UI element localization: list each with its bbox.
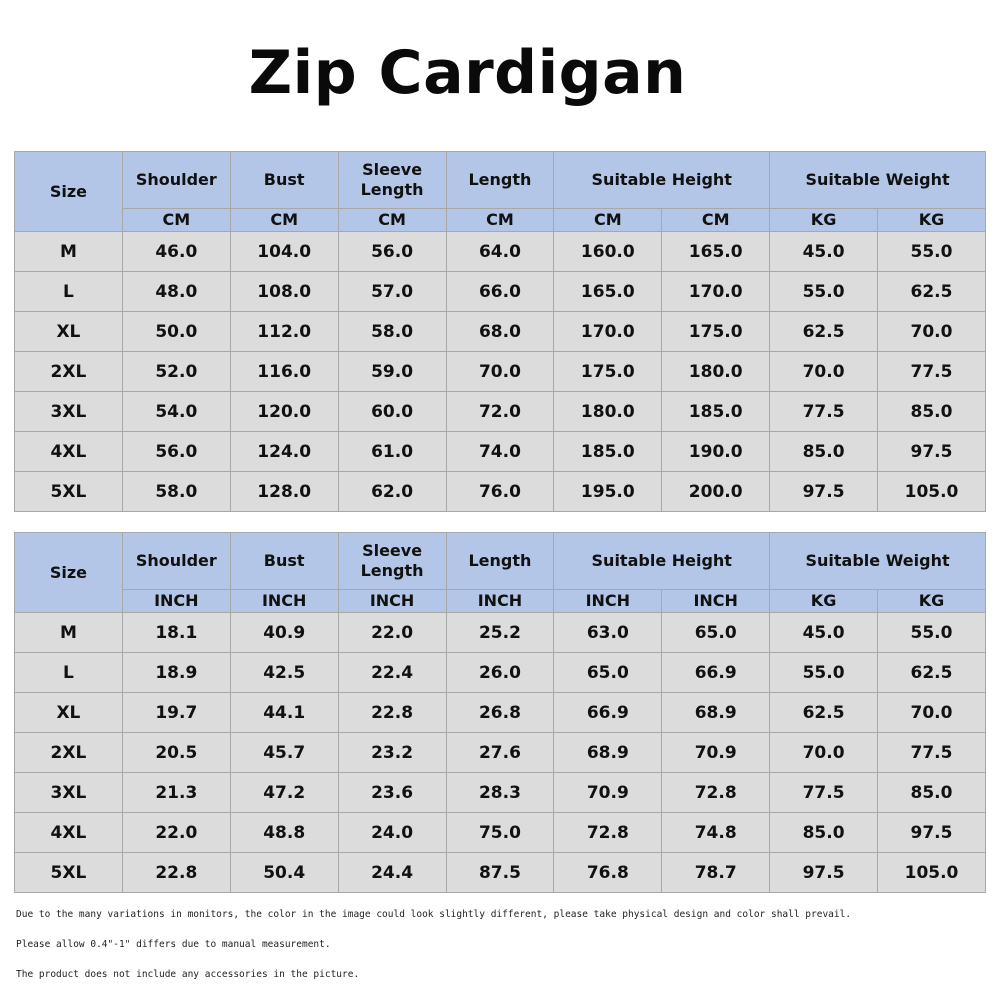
size-cell: 3XL [15, 773, 123, 813]
value-cell: 62.5 [770, 312, 878, 352]
value-cell: 165.0 [554, 272, 662, 312]
value-cell: 62.5 [770, 693, 878, 733]
value-cell: 18.9 [122, 653, 230, 693]
value-cell: 76.8 [554, 853, 662, 893]
size-cell: XL [15, 693, 123, 733]
unit-row [15, 209, 986, 232]
note-accessories: The product does not include any accessories in the picture. [16, 969, 360, 980]
value-cell: 24.4 [338, 853, 446, 893]
table-row [15, 613, 986, 653]
value-cell: 66.9 [554, 693, 662, 733]
value-cell: 74.0 [446, 432, 554, 472]
size-cell: L [15, 653, 123, 693]
col-header-length: Length [446, 152, 554, 209]
value-cell: 195.0 [554, 472, 662, 512]
value-cell: 75.0 [446, 813, 554, 853]
value-cell: 59.0 [338, 352, 446, 392]
value-cell: 25.2 [446, 613, 554, 653]
value-cell: 48.8 [230, 813, 338, 853]
page-title: Zip Cardigan [248, 38, 687, 108]
size-cell: L [15, 272, 123, 312]
value-cell: 77.5 [878, 733, 986, 773]
value-cell: 42.5 [230, 653, 338, 693]
value-cell: 54.0 [122, 392, 230, 432]
unit-cell: KG [878, 209, 986, 232]
value-cell: 18.1 [122, 613, 230, 653]
unit-cell: INCH [446, 590, 554, 613]
unit-cell: CM [338, 209, 446, 232]
value-cell: 19.7 [122, 693, 230, 733]
value-cell: 87.5 [446, 853, 554, 893]
col-header-suitable-height: Suitable Height [554, 152, 770, 209]
value-cell: 62.0 [338, 472, 446, 512]
value-cell: 185.0 [662, 392, 770, 432]
value-cell: 97.5 [878, 432, 986, 472]
value-cell: 97.5 [770, 472, 878, 512]
unit-cell: KG [770, 590, 878, 613]
value-cell: 55.0 [770, 272, 878, 312]
value-cell: 26.8 [446, 693, 554, 733]
value-cell: 85.0 [878, 773, 986, 813]
size-table-inch [14, 532, 986, 893]
table-header-row [15, 152, 986, 209]
value-cell: 200.0 [662, 472, 770, 512]
size-cell: M [15, 613, 123, 653]
value-cell: 64.0 [446, 232, 554, 272]
value-cell: 120.0 [230, 392, 338, 432]
value-cell: 63.0 [554, 613, 662, 653]
size-cell: 2XL [15, 352, 123, 392]
value-cell: 70.9 [554, 773, 662, 813]
unit-cell: INCH [230, 590, 338, 613]
note-measurement-tolerance: Please allow 0.4"-1" differs due to manual measurement. [16, 939, 331, 950]
size-cell: 2XL [15, 733, 123, 773]
col-header-bust: Bust [230, 152, 338, 209]
table-row [15, 472, 986, 512]
value-cell: 116.0 [230, 352, 338, 392]
value-cell: 57.0 [338, 272, 446, 312]
value-cell: 27.6 [446, 733, 554, 773]
value-cell: 77.5 [770, 392, 878, 432]
table-row [15, 773, 986, 813]
value-cell: 20.5 [122, 733, 230, 773]
value-cell: 22.8 [122, 853, 230, 893]
value-cell: 190.0 [662, 432, 770, 472]
unit-cell: CM [446, 209, 554, 232]
table-row [15, 272, 986, 312]
value-cell: 104.0 [230, 232, 338, 272]
value-cell: 97.5 [878, 813, 986, 853]
value-cell: 66.9 [662, 653, 770, 693]
table-row [15, 312, 986, 352]
value-cell: 72.8 [554, 813, 662, 853]
value-cell: 70.0 [878, 693, 986, 733]
col-header-size: Size [15, 152, 123, 232]
col-header-suitable-weight: Suitable Weight [770, 152, 986, 209]
value-cell: 28.3 [446, 773, 554, 813]
size-cell: XL [15, 312, 123, 352]
unit-cell: KG [878, 590, 986, 613]
col-header-bust: Bust [230, 533, 338, 590]
value-cell: 105.0 [878, 472, 986, 512]
value-cell: 97.5 [770, 853, 878, 893]
unit-cell: CM [122, 209, 230, 232]
value-cell: 170.0 [554, 312, 662, 352]
col-header-length: Length [446, 533, 554, 590]
value-cell: 65.0 [554, 653, 662, 693]
table-row [15, 693, 986, 733]
value-cell: 165.0 [662, 232, 770, 272]
size-table-cm [14, 151, 986, 512]
unit-cell: CM [230, 209, 338, 232]
value-cell: 22.4 [338, 653, 446, 693]
value-cell: 70.9 [662, 733, 770, 773]
value-cell: 70.0 [770, 733, 878, 773]
table-row [15, 853, 986, 893]
value-cell: 26.0 [446, 653, 554, 693]
value-cell: 24.0 [338, 813, 446, 853]
value-cell: 46.0 [122, 232, 230, 272]
col-header-shoulder: Shoulder [122, 152, 230, 209]
value-cell: 55.0 [878, 232, 986, 272]
value-cell: 45.0 [770, 613, 878, 653]
value-cell: 175.0 [554, 352, 662, 392]
value-cell: 23.6 [338, 773, 446, 813]
value-cell: 45.0 [770, 232, 878, 272]
table-header-row [15, 533, 986, 590]
col-header-sleeve-length: Sleeve Length [338, 152, 446, 209]
unit-row [15, 590, 986, 613]
col-header-suitable-height: Suitable Height [554, 533, 770, 590]
value-cell: 22.0 [338, 613, 446, 653]
value-cell: 78.7 [662, 853, 770, 893]
col-header-suitable-weight: Suitable Weight [770, 533, 986, 590]
value-cell: 112.0 [230, 312, 338, 352]
value-cell: 128.0 [230, 472, 338, 512]
value-cell: 74.8 [662, 813, 770, 853]
value-cell: 68.9 [662, 693, 770, 733]
unit-cell: INCH [662, 590, 770, 613]
note-color-disclaimer: Due to the many variations in monitors, the color in the image could look slightly different, please take physical design and color shall prevail. [16, 909, 852, 920]
value-cell: 175.0 [662, 312, 770, 352]
value-cell: 105.0 [878, 853, 986, 893]
value-cell: 85.0 [770, 813, 878, 853]
value-cell: 70.0 [446, 352, 554, 392]
value-cell: 160.0 [554, 232, 662, 272]
value-cell: 47.2 [230, 773, 338, 813]
value-cell: 40.9 [230, 613, 338, 653]
value-cell: 72.8 [662, 773, 770, 813]
size-cell: 5XL [15, 853, 123, 893]
value-cell: 85.0 [878, 392, 986, 432]
value-cell: 50.0 [122, 312, 230, 352]
value-cell: 77.5 [770, 773, 878, 813]
unit-cell: INCH [122, 590, 230, 613]
value-cell: 70.0 [878, 312, 986, 352]
value-cell: 85.0 [770, 432, 878, 472]
value-cell: 58.0 [122, 472, 230, 512]
value-cell: 44.1 [230, 693, 338, 733]
value-cell: 180.0 [662, 352, 770, 392]
value-cell: 22.0 [122, 813, 230, 853]
value-cell: 65.0 [662, 613, 770, 653]
value-cell: 56.0 [338, 232, 446, 272]
notes [16, 907, 986, 997]
value-cell: 56.0 [122, 432, 230, 472]
table-row [15, 232, 986, 272]
value-cell: 48.0 [122, 272, 230, 312]
value-cell: 124.0 [230, 432, 338, 472]
value-cell: 108.0 [230, 272, 338, 312]
table-row [15, 813, 986, 853]
unit-cell: CM [554, 209, 662, 232]
value-cell: 62.5 [878, 653, 986, 693]
value-cell: 23.2 [338, 733, 446, 773]
value-cell: 58.0 [338, 312, 446, 352]
unit-cell: CM [662, 209, 770, 232]
value-cell: 70.0 [770, 352, 878, 392]
col-header-shoulder: Shoulder [122, 533, 230, 590]
value-cell: 72.0 [446, 392, 554, 432]
unit-cell: INCH [338, 590, 446, 613]
value-cell: 50.4 [230, 853, 338, 893]
size-cell: M [15, 232, 123, 272]
value-cell: 52.0 [122, 352, 230, 392]
unit-cell: INCH [554, 590, 662, 613]
unit-cell: KG [770, 209, 878, 232]
value-cell: 185.0 [554, 432, 662, 472]
table-row [15, 352, 986, 392]
size-cell: 5XL [15, 472, 123, 512]
table-row [15, 653, 986, 693]
value-cell: 68.0 [446, 312, 554, 352]
size-cell: 3XL [15, 392, 123, 432]
value-cell: 76.0 [446, 472, 554, 512]
value-cell: 180.0 [554, 392, 662, 432]
size-cell: 4XL [15, 813, 123, 853]
value-cell: 22.8 [338, 693, 446, 733]
col-header-sleeve-length: Sleeve Length [338, 533, 446, 590]
table-row [15, 432, 986, 472]
col-header-size: Size [15, 533, 123, 613]
value-cell: 68.9 [554, 733, 662, 773]
table-row [15, 733, 986, 773]
value-cell: 45.7 [230, 733, 338, 773]
table-row [15, 392, 986, 432]
value-cell: 170.0 [662, 272, 770, 312]
value-cell: 21.3 [122, 773, 230, 813]
size-cell: 4XL [15, 432, 123, 472]
value-cell: 61.0 [338, 432, 446, 472]
value-cell: 66.0 [446, 272, 554, 312]
value-cell: 55.0 [770, 653, 878, 693]
value-cell: 62.5 [878, 272, 986, 312]
value-cell: 77.5 [878, 352, 986, 392]
value-cell: 55.0 [878, 613, 986, 653]
value-cell: 60.0 [338, 392, 446, 432]
